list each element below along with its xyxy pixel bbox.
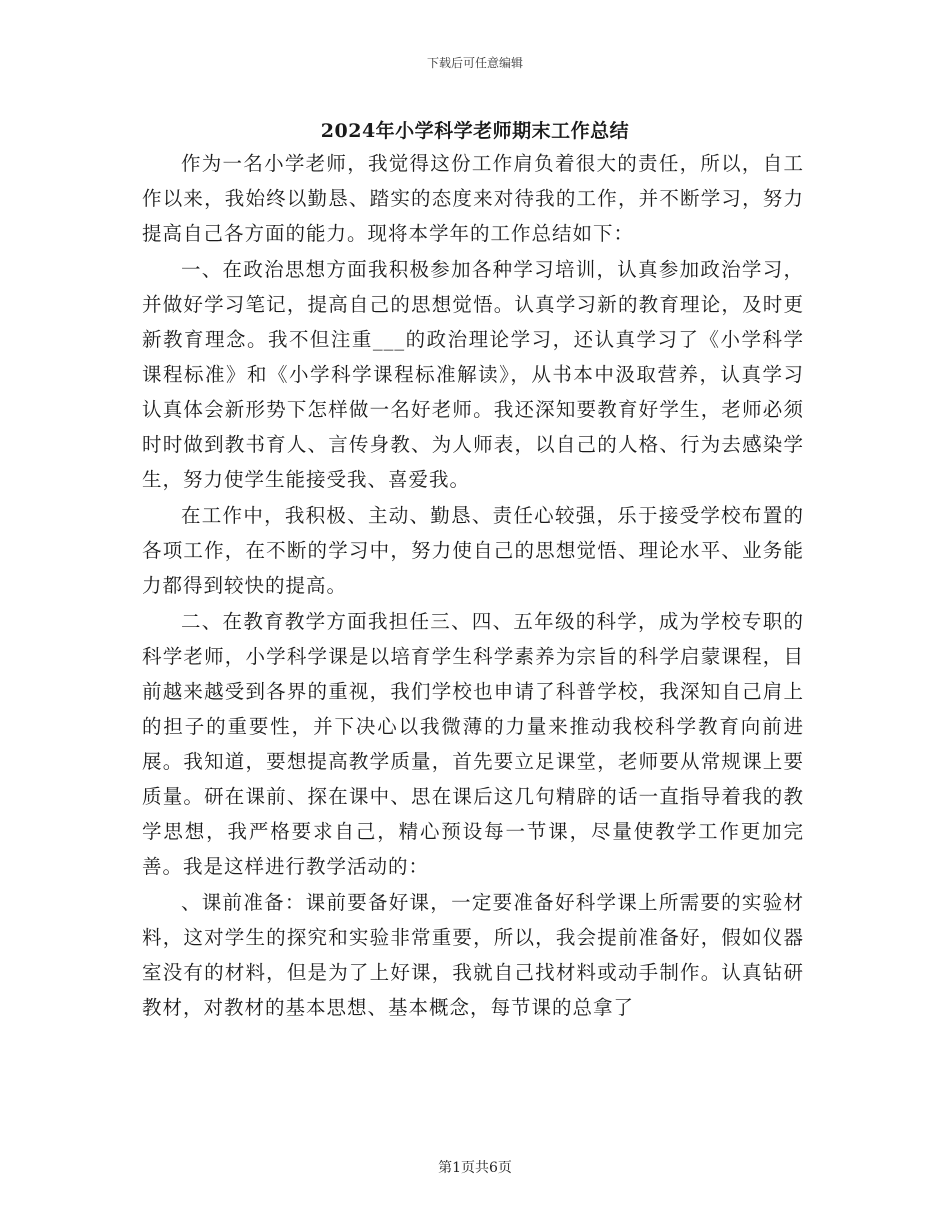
paragraph-intro: 作为一名小学老师，我觉得这份工作肩负着很大的责任，所以，自工作以来，我始终以勤恳、踏实的态度来对待我的工作，并不断学习，努力提高自己各方面的能力。现将本学年的工作总结如下： <box>142 152 804 245</box>
paragraph-teaching: 二、在教育教学方面我担任三、四、五年级的科学，成为学校专职的科学老师，小学科学课是以培育学生科学素养为宗旨的科学启蒙课程，目前越来越受到各界的重视，我们学校也申请了科普学校，我深知自己肩上的担子的重要性，并下决心以我微薄的力量来推动我校科学教育向前进展。我知道，要想提高教学质量，首先要立足课堂，老师要从常规课上要质量。研在课前、探在课中、思在课后这几句精辟的话一直指导着我的教学思想，我严格要求自己，精心预设每一节课，尽量使教学工作更加完善。我是这样进行教学活动的： <box>142 610 804 878</box>
paragraph-work-attitude: 在工作中，我积极、主动、勤恳、责任心较强，乐于接受学校布置的各项工作，在不断的学习中，努力使自己的思想觉悟、理论水平、业务能力都得到较快的提高。 <box>142 504 804 597</box>
document-title: 2024年小学科学老师期末工作总结 <box>320 120 630 142</box>
page-number: 第1页共6页 <box>438 1160 512 1176</box>
document-body <box>142 146 804 1026</box>
page-header-note: 下载后可任意编辑 <box>426 56 523 70</box>
paragraph-political-thought: 一、在政治思想方面我积极参加各种学习培训，认真参加政治学习，并做好学习笔记，提高自己的思想觉悟。认真学习新的教育理论，及时更新教育理念。我不但注重___的政治理论学习，还认真学习了《小学科学课程标准》和《小学科学课程标准解读》，从书本中汲取营养，认真学习认真体会新形势下怎样做一名好老师。我还深知要教育好学生，老师必须时时做到教书育人、言传身教、为人师表，以自己的人格、行为去感染学生，努力使学生能接受我、喜爱我。 <box>142 258 804 491</box>
paragraph-lesson-prep: 、课前准备：课前要备好课，一定要准备好科学课上所需要的实验材料，这对学生的探究和实验非常重要，所以，我会提前准备好，假如仪器室没有的材料，但是为了上好课，我就自己找材料或动手制作。认真钻研教材，对教材的基本思想、基本概念，每节课的总拿了 <box>142 891 804 1019</box>
